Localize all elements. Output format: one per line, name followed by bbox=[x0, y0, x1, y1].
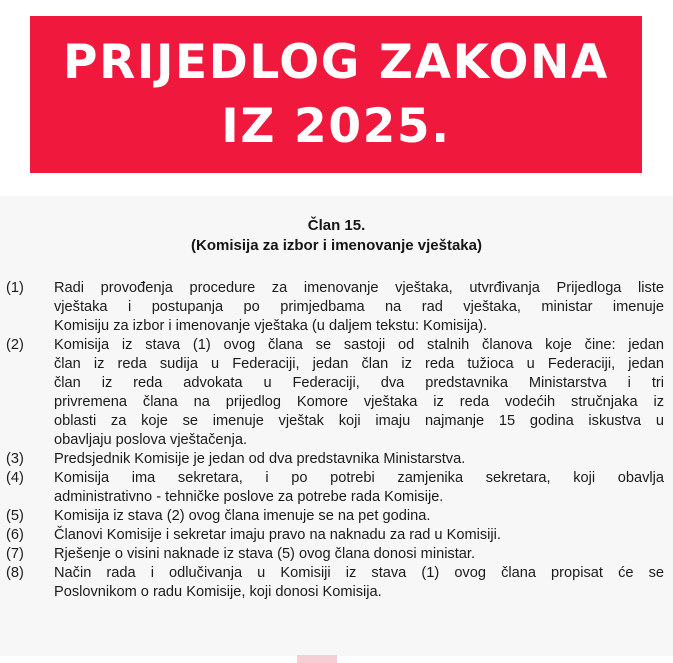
paragraph-number: (4) bbox=[6, 470, 24, 486]
paragraph-line: Komisija ima sekretara, i po potrebi zamjenika sekretara, koji obavlja bbox=[54, 470, 664, 486]
paragraph bbox=[0, 545, 673, 564]
paragraph-line: privremena člana na prijedlog Komore vještaka iz reda vodećih stručnjaka iz bbox=[54, 394, 664, 410]
paragraph-line: Rješenje o visini naknade iz stava (5) ovog člana donosi ministar. bbox=[54, 546, 476, 562]
paragraph-text bbox=[54, 336, 664, 450]
paragraph-line: vještaka i postupanja po primjedbama na rad vještaka, ministar imenuje bbox=[54, 299, 664, 315]
paragraph-line: Radi provođenja procedure za imenovanje vještaka, utvrđivanja Prijedloga liste bbox=[54, 280, 664, 296]
headline-line-1: PRIJEDLOG ZAKONA bbox=[63, 34, 609, 90]
decorative-mark bbox=[297, 655, 337, 663]
paragraph-line: oblasti za koje se imenuje vještak koji imaju najmanje 15 godina iskustva u bbox=[54, 413, 664, 429]
paragraph-line: Komisija iz stava (1) ovog člana se sastoji od stalnih članova koje čine: jedan bbox=[54, 337, 664, 353]
headline-banner bbox=[30, 16, 642, 173]
article-title: Član 15. bbox=[307, 217, 366, 234]
paragraph-text bbox=[54, 279, 664, 336]
paragraph-line: Poslovnikom o radu Komisije, koji donosi Komisija. bbox=[54, 584, 382, 600]
paragraph bbox=[0, 526, 673, 545]
paragraph bbox=[0, 450, 673, 469]
paragraph-line: Način rada i odlučivanja u Komisiji iz stava (1) ovog člana propisat će se bbox=[54, 565, 664, 581]
paragraph-line: član iz reda advokata u Federaciji, dva predstavnika Ministarstva i tri bbox=[54, 375, 664, 391]
paragraph bbox=[0, 469, 673, 507]
paragraph-line: Članovi Komisije i sekretar imaju pravo na naknadu za rad u Komisiji. bbox=[54, 527, 501, 543]
paragraph-number: (6) bbox=[6, 527, 24, 543]
paragraph-text bbox=[54, 507, 664, 526]
paragraph-number: (7) bbox=[6, 546, 24, 562]
paragraph-line: obavljaju poslova vještačenja. bbox=[54, 432, 248, 448]
paragraph bbox=[0, 507, 673, 526]
paragraph-line: Predsjednik Komisije je jedan od dva predstavnika Ministarstva. bbox=[54, 451, 466, 467]
paragraph-number: (5) bbox=[6, 508, 24, 524]
paragraph-text bbox=[54, 450, 664, 469]
paragraph bbox=[0, 336, 673, 450]
paragraph-number: (1) bbox=[6, 280, 24, 296]
paragraph-line: član iz reda sudija u Federaciji, jedan član iz reda tužioca u Federaciji, jedan bbox=[54, 356, 664, 372]
paragraph-line: Komisija iz stava (2) ovog člana imenuje se na pet godina. bbox=[54, 508, 431, 524]
paragraph-text bbox=[54, 545, 664, 564]
paragraph-line: administrativno - tehničke poslove za potrebe rada Komisije. bbox=[54, 489, 444, 505]
paragraph-line: Komisiju za izbor i imenovanje vještaka (u daljem tekstu: Komisija). bbox=[54, 318, 488, 334]
article-subtitle: (Komisija za izbor i imenovanje vještaka) bbox=[191, 237, 482, 254]
paragraph-number: (8) bbox=[6, 565, 24, 581]
paragraph-text bbox=[54, 564, 664, 602]
paragraph-text bbox=[54, 526, 664, 545]
headline-line-2: IZ 2025. bbox=[221, 98, 451, 154]
paragraph-text bbox=[54, 469, 664, 507]
paragraph-number: (3) bbox=[6, 451, 24, 467]
article-paragraphs bbox=[0, 279, 673, 602]
paragraph bbox=[0, 279, 673, 336]
paragraph-number: (2) bbox=[6, 337, 24, 353]
paragraph bbox=[0, 564, 673, 602]
